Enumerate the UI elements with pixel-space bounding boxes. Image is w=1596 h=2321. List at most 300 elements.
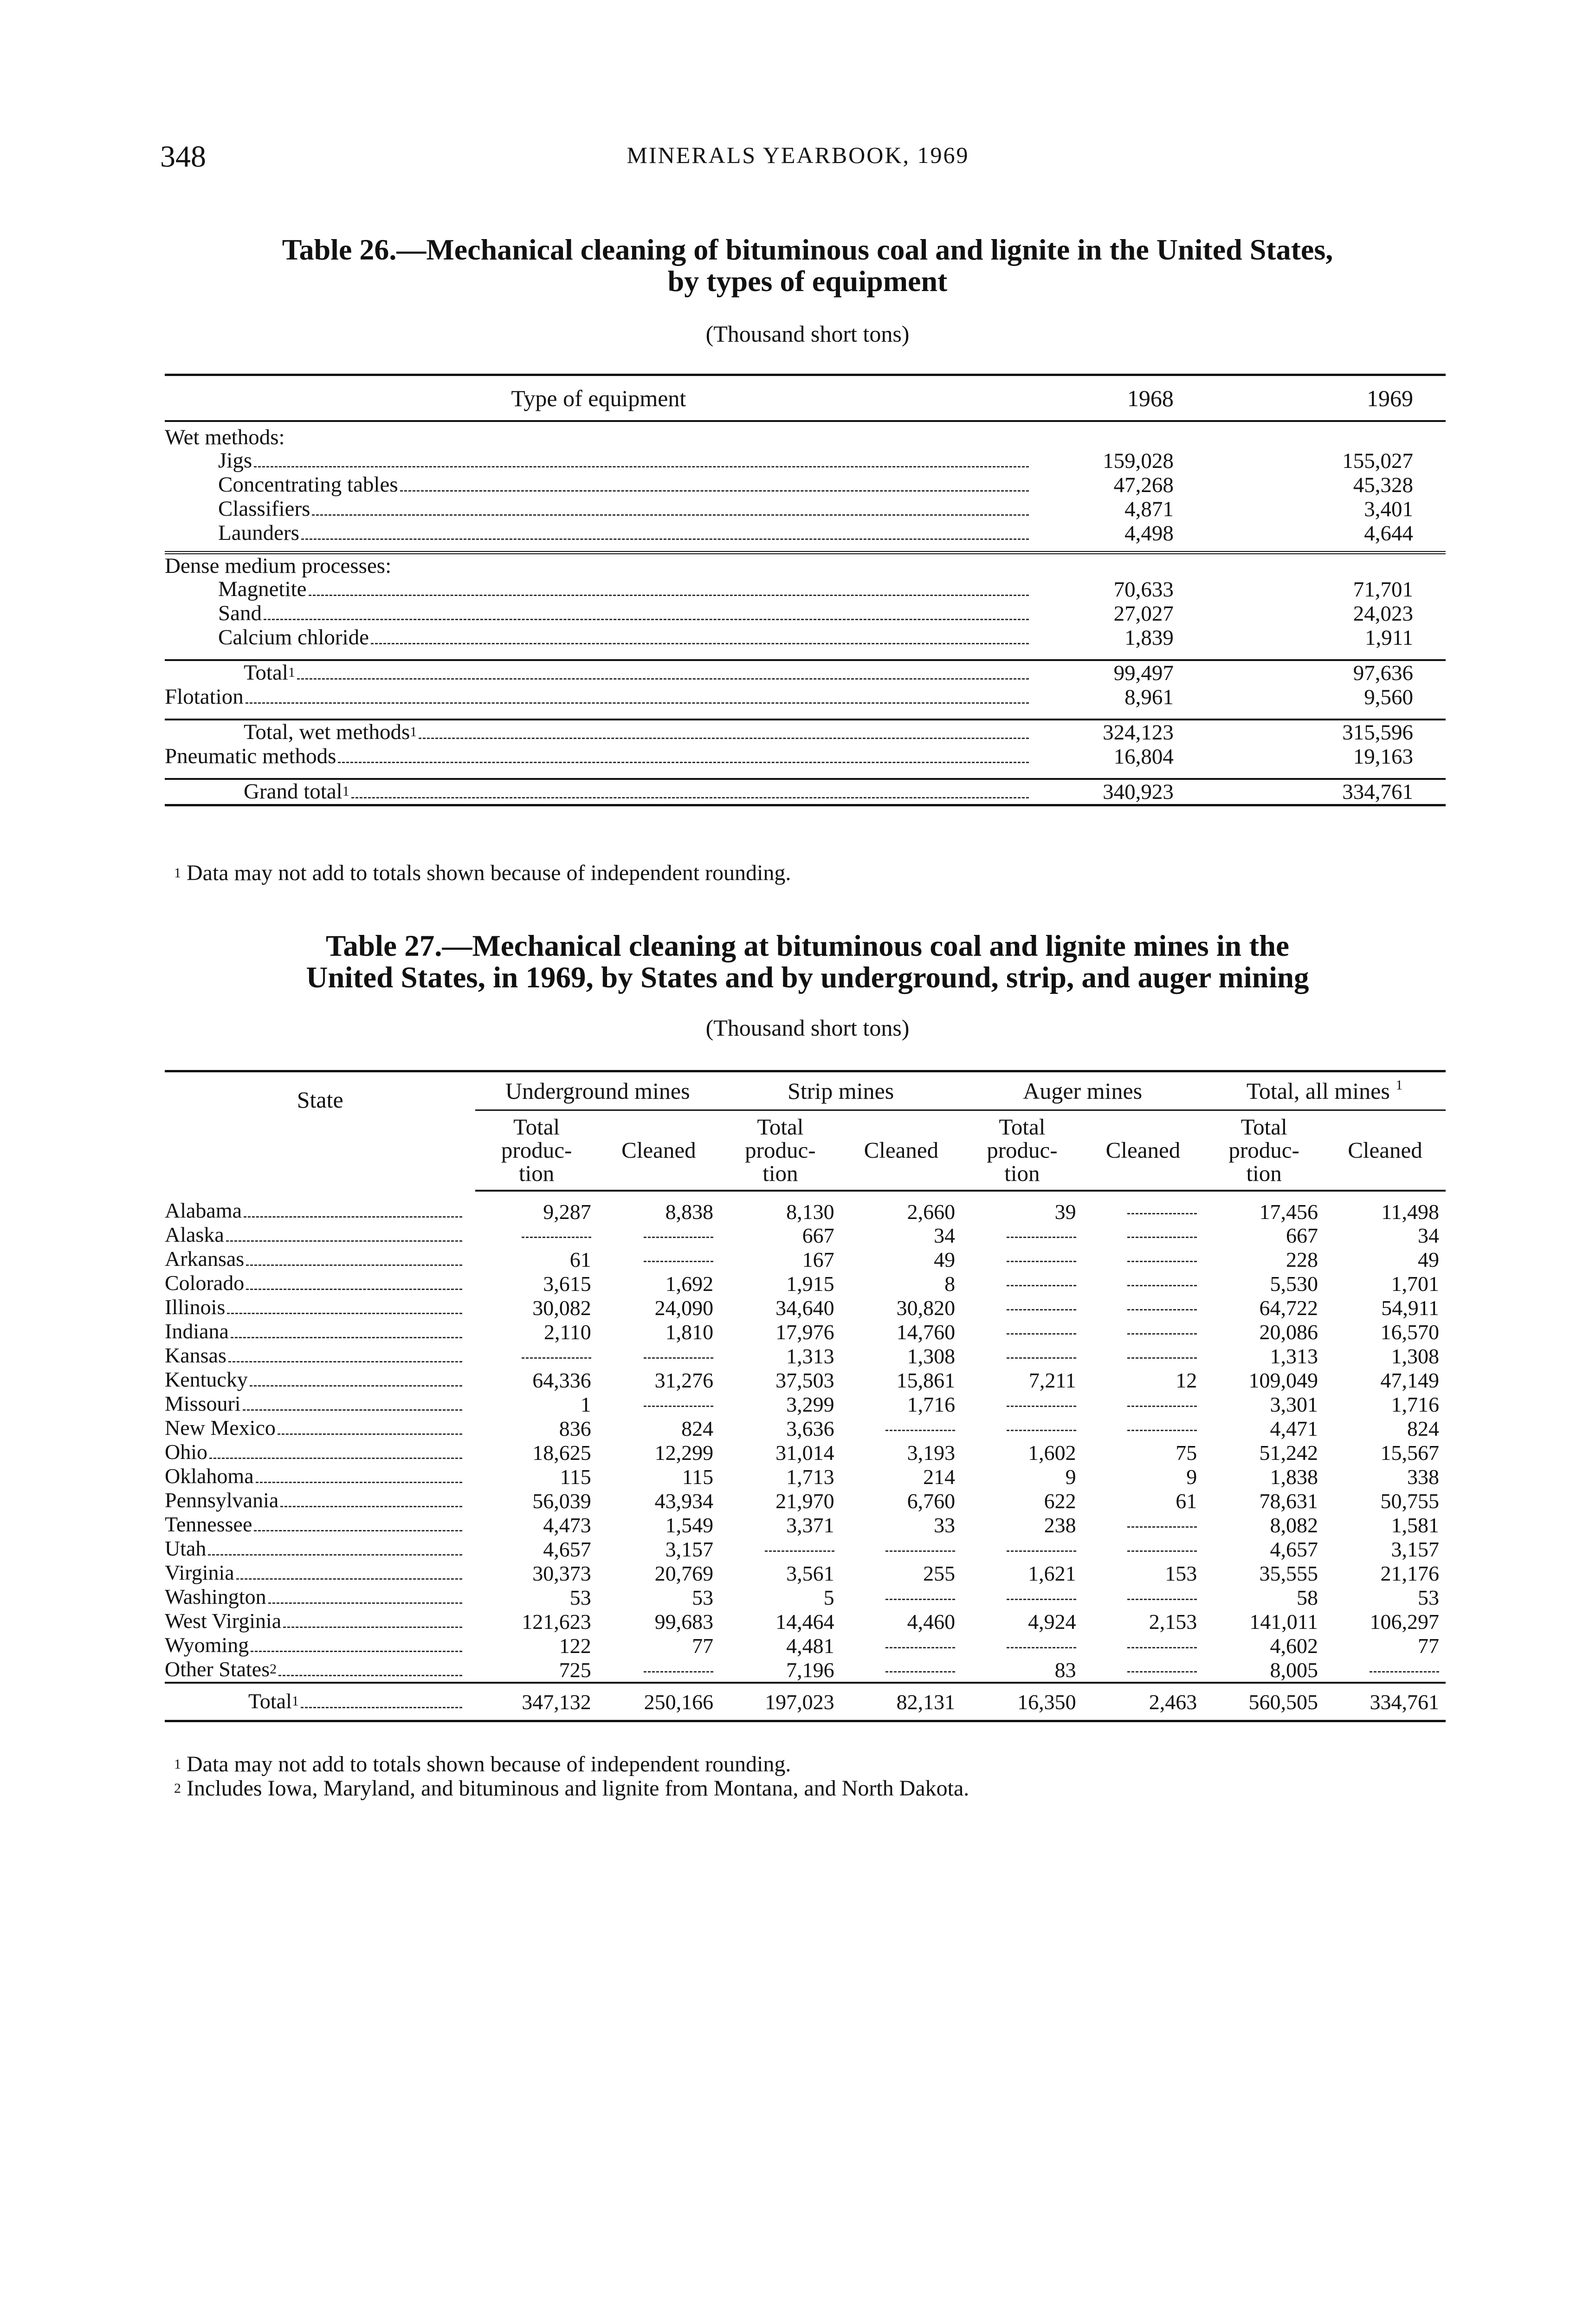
value-cell: 1,701 bbox=[1391, 1271, 1439, 1296]
value-cell: 18,625 bbox=[532, 1440, 591, 1465]
total-text: Total bbox=[248, 1689, 292, 1713]
table-row bbox=[165, 1392, 1446, 1416]
state-name bbox=[165, 1271, 475, 1296]
state-leader bbox=[165, 1392, 466, 1416]
state-leader bbox=[165, 1585, 466, 1609]
value-cell: 824 bbox=[681, 1416, 714, 1440]
row-label bbox=[165, 473, 1033, 497]
leader-dots bbox=[227, 1313, 462, 1314]
sub-header-total-production bbox=[475, 1110, 597, 1191]
table26-title-line2: by types of equipment bbox=[667, 265, 948, 298]
value-cell: 17,456 bbox=[1259, 1199, 1318, 1224]
value-cell: 2,660 bbox=[907, 1199, 956, 1224]
value-cell bbox=[598, 1392, 720, 1416]
state-label bbox=[165, 1392, 241, 1415]
value-cell: 1,581 bbox=[1391, 1513, 1439, 1537]
row-label bbox=[165, 602, 1033, 626]
spacer-cell bbox=[1033, 709, 1174, 720]
spacer-cell bbox=[1174, 709, 1446, 720]
row-label-leader bbox=[165, 745, 1033, 769]
value-cell: 8,838 bbox=[665, 1199, 714, 1224]
spacer-cell bbox=[165, 769, 1033, 779]
row-label-text bbox=[244, 780, 349, 803]
state-text: Missouri bbox=[165, 1392, 241, 1415]
empty-dashes bbox=[1127, 1261, 1197, 1262]
value-cell: 1,602 bbox=[1028, 1440, 1076, 1465]
state-leader bbox=[165, 1513, 466, 1537]
total-leader bbox=[165, 1690, 466, 1714]
row-label-leader bbox=[165, 626, 1033, 650]
state-text: Pennsylvania bbox=[165, 1488, 279, 1512]
leader-dots bbox=[244, 1216, 462, 1218]
value-cell: 3,157 bbox=[665, 1537, 714, 1561]
state-text: Kentucky bbox=[165, 1368, 248, 1391]
value-1969: 315,596 bbox=[1342, 720, 1413, 745]
table-row bbox=[165, 1561, 1446, 1585]
empty-dashes bbox=[1007, 1599, 1076, 1600]
sub-header-line: produc- bbox=[501, 1137, 572, 1163]
value-cell: 667 bbox=[802, 1223, 834, 1247]
value-1969: 3,401 bbox=[1364, 497, 1413, 521]
empty-dashes bbox=[522, 1357, 591, 1359]
footnote-text: Data may not add to totals shown because of independent rounding. bbox=[187, 861, 791, 885]
value-cell bbox=[962, 1247, 1083, 1271]
label-text: Grand total bbox=[244, 779, 342, 804]
table26-row bbox=[165, 449, 1446, 473]
value-cell bbox=[1083, 1320, 1204, 1344]
value-cell bbox=[1083, 1585, 1204, 1609]
state-name bbox=[165, 1296, 475, 1320]
row-label-leader bbox=[165, 521, 1033, 545]
state-name bbox=[165, 1658, 475, 1683]
empty-dashes bbox=[1007, 1357, 1076, 1359]
section-heading: Wet methods: bbox=[165, 425, 285, 449]
state-name bbox=[165, 1585, 475, 1609]
state-leader bbox=[165, 1416, 466, 1440]
table-row bbox=[165, 1537, 1446, 1561]
label-text: Total, wet methods bbox=[244, 720, 410, 744]
table26-spacer bbox=[165, 769, 1446, 779]
state-leader bbox=[165, 1247, 466, 1271]
value-cell: 14,464 bbox=[775, 1609, 834, 1634]
label-text: Classifiers bbox=[218, 497, 310, 521]
value-1968: 8,961 bbox=[1124, 685, 1174, 709]
value-cell bbox=[962, 1392, 1083, 1416]
row-label-leader bbox=[165, 720, 1033, 745]
state-leader bbox=[165, 1609, 466, 1634]
value-cell: 11,498 bbox=[1381, 1199, 1439, 1224]
empty-dashes bbox=[885, 1599, 955, 1600]
value-cell bbox=[962, 1537, 1083, 1561]
row-label bbox=[165, 660, 1033, 685]
state-label bbox=[165, 1344, 226, 1367]
value-cell bbox=[841, 1416, 962, 1440]
empty-dashes bbox=[1007, 1406, 1076, 1407]
value-1969: 19,163 bbox=[1353, 745, 1413, 769]
total-value: 16,350 bbox=[962, 1683, 1083, 1721]
value-cell: 1,692 bbox=[665, 1271, 714, 1296]
sub-header-line: tion bbox=[518, 1160, 555, 1186]
table26-row bbox=[165, 521, 1446, 545]
empty-dashes bbox=[644, 1406, 713, 1407]
total-value: 334,761 bbox=[1325, 1683, 1446, 1721]
leader-dots bbox=[371, 643, 1029, 644]
total-value: 250,166 bbox=[598, 1683, 720, 1721]
value-cell: 1,713 bbox=[786, 1465, 834, 1489]
empty-dashes bbox=[1127, 1309, 1197, 1310]
value-cell: 3,301 bbox=[1270, 1392, 1318, 1416]
state-leader bbox=[165, 1634, 466, 1658]
state-name bbox=[165, 1440, 475, 1465]
value-cell bbox=[962, 1344, 1083, 1368]
total-value: 197,023 bbox=[720, 1683, 841, 1721]
table-row bbox=[165, 1191, 1446, 1223]
table26-spacer bbox=[165, 709, 1446, 720]
state-label bbox=[165, 1465, 254, 1487]
value-1969: 45,328 bbox=[1353, 473, 1413, 497]
value-cell: 4,471 bbox=[1270, 1416, 1318, 1440]
value-cell: 9,287 bbox=[543, 1199, 591, 1224]
value-cell: 109,049 bbox=[1248, 1368, 1318, 1392]
spacer-cell bbox=[1033, 650, 1174, 660]
value-cell: 75 bbox=[1176, 1440, 1197, 1465]
value-1968: 47,268 bbox=[1113, 473, 1174, 497]
row-label-text bbox=[218, 577, 307, 601]
value-cell bbox=[475, 1344, 597, 1368]
leader-dots bbox=[309, 595, 1029, 596]
footnote-mark: 1 bbox=[174, 865, 181, 881]
value-cell: 338 bbox=[1407, 1465, 1439, 1489]
row-label-text bbox=[244, 661, 295, 684]
state-label bbox=[165, 1634, 249, 1656]
value-cell: 30,082 bbox=[532, 1296, 591, 1320]
value-cell: 121,623 bbox=[522, 1609, 591, 1634]
spacer-cell bbox=[1174, 545, 1446, 553]
value-cell: 99,683 bbox=[654, 1609, 714, 1634]
value-1968: 70,633 bbox=[1113, 577, 1174, 602]
empty-dashes bbox=[1127, 1213, 1197, 1214]
state-text: Oklahoma bbox=[165, 1464, 254, 1488]
row-label-leader bbox=[165, 497, 1033, 521]
table26 bbox=[165, 374, 1446, 806]
table-row bbox=[165, 1296, 1446, 1320]
value-cell bbox=[1083, 1634, 1204, 1658]
value-cell: 1,313 bbox=[1270, 1344, 1318, 1368]
empty-dashes bbox=[1127, 1406, 1197, 1407]
value-cell: 49 bbox=[934, 1247, 956, 1271]
leader-dots bbox=[264, 619, 1029, 620]
value-cell: 4,657 bbox=[1270, 1537, 1318, 1561]
value-cell bbox=[962, 1271, 1083, 1296]
state-text: Virginia bbox=[165, 1561, 234, 1584]
value-cell: 16,570 bbox=[1380, 1320, 1439, 1344]
state-leader bbox=[165, 1561, 466, 1585]
state-leader bbox=[165, 1368, 466, 1392]
value-cell bbox=[475, 1223, 597, 1247]
label-text: Concentrating tables bbox=[218, 473, 398, 497]
value-1968: 1,839 bbox=[1124, 626, 1174, 650]
state-text: Other States bbox=[165, 1657, 270, 1681]
leader-dots bbox=[283, 1627, 462, 1628]
state-leader bbox=[165, 1465, 466, 1489]
label-text: Sand bbox=[218, 601, 262, 625]
table-row bbox=[165, 1223, 1446, 1247]
empty-dashes bbox=[1007, 1237, 1076, 1238]
state-leader bbox=[165, 1223, 466, 1247]
value-cell bbox=[841, 1658, 962, 1683]
table26-section-row bbox=[165, 426, 1446, 449]
table26-spacer bbox=[165, 545, 1446, 553]
total-value: 560,505 bbox=[1203, 1683, 1325, 1721]
empty-dashes bbox=[885, 1550, 955, 1552]
leader-dots bbox=[351, 797, 1029, 798]
value-cell: 1,549 bbox=[665, 1513, 714, 1537]
value-cell bbox=[1083, 1513, 1204, 1537]
sub-header-line: tion bbox=[762, 1160, 798, 1186]
sub-header-line: Total bbox=[757, 1114, 804, 1140]
empty-dashes bbox=[1127, 1430, 1197, 1431]
state-text: Tennessee bbox=[165, 1512, 252, 1536]
value-cell: 3,371 bbox=[786, 1513, 834, 1537]
leader-dots bbox=[251, 1651, 462, 1652]
label-text: Total bbox=[244, 661, 288, 685]
value-cell bbox=[841, 1537, 962, 1561]
spacer-cell bbox=[1174, 421, 1446, 426]
row-label-text bbox=[218, 521, 299, 545]
value-cell: 1,313 bbox=[786, 1344, 834, 1368]
row-label-leader bbox=[165, 577, 1033, 602]
state-leader bbox=[165, 1271, 466, 1296]
spacer-cell bbox=[1174, 650, 1446, 660]
value-cell: 61 bbox=[569, 1247, 591, 1271]
value-cell: 1,621 bbox=[1028, 1561, 1076, 1585]
leader-dots bbox=[209, 1458, 462, 1459]
value-cell: 15,861 bbox=[896, 1368, 956, 1392]
table-row bbox=[165, 1344, 1446, 1368]
value-cell: 53 bbox=[692, 1585, 714, 1609]
leader-dots bbox=[278, 1433, 463, 1435]
value-cell: 725 bbox=[559, 1658, 591, 1682]
row-label-text bbox=[244, 720, 417, 744]
sub-header-total-production bbox=[720, 1110, 841, 1191]
empty-dashes bbox=[1007, 1333, 1076, 1335]
value-1969: 97,636 bbox=[1353, 661, 1413, 685]
leader-dots bbox=[231, 1337, 462, 1338]
value-cell: 14,760 bbox=[896, 1320, 956, 1344]
table-row bbox=[165, 1320, 1446, 1344]
value-cell: 115 bbox=[682, 1465, 714, 1489]
row-label bbox=[165, 720, 1033, 745]
state-name bbox=[165, 1247, 475, 1271]
value-cell: 106,297 bbox=[1370, 1609, 1439, 1634]
sub-header-cleaned: Cleaned bbox=[598, 1110, 720, 1191]
total-value: 82,131 bbox=[841, 1683, 962, 1721]
leader-dots bbox=[301, 1707, 463, 1708]
table26-unit: (Thousand short tons) bbox=[705, 321, 910, 347]
value-cell: 2,153 bbox=[1149, 1609, 1197, 1634]
row-label-leader bbox=[165, 780, 1033, 804]
value-cell: 2,110 bbox=[543, 1320, 591, 1344]
value-cell: 34 bbox=[1418, 1223, 1439, 1247]
sub-header-line: Total bbox=[999, 1114, 1046, 1140]
row-label bbox=[165, 779, 1033, 805]
value-cell: 3,561 bbox=[786, 1561, 834, 1585]
value-1968: 27,027 bbox=[1113, 602, 1174, 626]
value-cell bbox=[1083, 1223, 1204, 1247]
value-cell: 49 bbox=[1418, 1247, 1439, 1271]
value-cell: 31,276 bbox=[654, 1368, 714, 1392]
state-label bbox=[165, 1296, 225, 1318]
value-cell: 35,555 bbox=[1259, 1561, 1318, 1585]
value-cell: 7,196 bbox=[786, 1658, 834, 1682]
leader-dots bbox=[297, 678, 1029, 680]
state-text: Alabama bbox=[165, 1199, 242, 1222]
row-label-leader bbox=[165, 473, 1033, 497]
table26-row bbox=[165, 660, 1446, 685]
value-cell: 5 bbox=[823, 1585, 834, 1609]
value-cell bbox=[962, 1416, 1083, 1440]
value-cell: 34,640 bbox=[775, 1296, 834, 1320]
sub-header-line: tion bbox=[1004, 1160, 1040, 1186]
empty-dashes bbox=[1127, 1237, 1197, 1238]
leader-dots bbox=[250, 1385, 463, 1387]
value-cell bbox=[598, 1658, 720, 1683]
value-cell: 3,636 bbox=[786, 1416, 834, 1440]
label-text: Magnetite bbox=[218, 577, 307, 601]
table27-footnote-1 bbox=[174, 1752, 791, 1776]
value-1968: 340,923 bbox=[1033, 779, 1174, 805]
value-cell: 4,481 bbox=[786, 1634, 834, 1658]
state-text: Washington bbox=[165, 1585, 266, 1608]
leader-dots bbox=[246, 702, 1029, 704]
state-text: Arkansas bbox=[165, 1247, 245, 1271]
state-name bbox=[165, 1223, 475, 1247]
table26-row bbox=[165, 745, 1446, 769]
value-cell bbox=[1083, 1271, 1204, 1296]
label-text: Calcium chloride bbox=[218, 625, 369, 649]
value-cell: 61 bbox=[1176, 1489, 1197, 1513]
state-text: Wyoming bbox=[165, 1633, 249, 1657]
running-title: MINERALS YEARBOOK, 1969 bbox=[627, 142, 969, 168]
row-label bbox=[165, 497, 1033, 521]
value-cell: 12,299 bbox=[654, 1440, 714, 1465]
value-cell bbox=[1083, 1191, 1204, 1223]
sub-header-total-production bbox=[1203, 1110, 1325, 1191]
value-cell bbox=[962, 1296, 1083, 1320]
table26-row bbox=[165, 626, 1446, 650]
table27-title-line2: United States, in 1969, by States and by underground, strip, and auger mining bbox=[306, 961, 1309, 994]
total-label-text bbox=[165, 1690, 299, 1712]
leader-dots bbox=[254, 1530, 462, 1531]
value-cell: 228 bbox=[1286, 1247, 1318, 1271]
value-cell: 3,157 bbox=[1391, 1537, 1439, 1561]
value-cell: 83 bbox=[1054, 1658, 1076, 1682]
total-label bbox=[165, 1683, 475, 1721]
value-cell: 667 bbox=[1286, 1223, 1318, 1247]
row-label-leader bbox=[165, 602, 1033, 626]
value-1968: 324,123 bbox=[1103, 720, 1174, 745]
leader-dots bbox=[280, 1506, 462, 1507]
group-header: Auger mines bbox=[962, 1071, 1203, 1110]
value-cell: 167 bbox=[802, 1247, 834, 1271]
value-cell bbox=[1325, 1658, 1446, 1683]
value-cell: 8 bbox=[944, 1271, 956, 1296]
table27-group-header-row bbox=[165, 1071, 1446, 1110]
state-text: Colorado bbox=[165, 1271, 245, 1295]
value-cell: 77 bbox=[692, 1634, 714, 1658]
group-header bbox=[1203, 1071, 1446, 1110]
value-cell: 3,615 bbox=[543, 1271, 591, 1296]
value-cell: 15,567 bbox=[1380, 1440, 1439, 1465]
state-name bbox=[165, 1634, 475, 1658]
footnote-mark: 1 bbox=[174, 1757, 181, 1772]
value-cell: 5,530 bbox=[1270, 1271, 1318, 1296]
value-cell bbox=[598, 1247, 720, 1271]
column-header: 1968 bbox=[1033, 375, 1174, 421]
value-cell bbox=[1083, 1296, 1204, 1320]
row-label-text bbox=[218, 449, 252, 472]
leader-dots bbox=[226, 1240, 463, 1242]
spacer-cell bbox=[1033, 421, 1174, 426]
value-cell: 24,090 bbox=[654, 1296, 714, 1320]
value-cell: 4,924 bbox=[1028, 1609, 1076, 1634]
table-row bbox=[165, 1440, 1446, 1465]
state-leader bbox=[165, 1537, 466, 1561]
spacer-cell bbox=[1033, 545, 1174, 553]
leader-dots bbox=[228, 1361, 463, 1362]
empty-dashes bbox=[1127, 1357, 1197, 1359]
state-name bbox=[165, 1465, 475, 1489]
empty-dashes bbox=[1127, 1671, 1197, 1673]
value-cell: 56,039 bbox=[532, 1489, 591, 1513]
group-header: Strip mines bbox=[720, 1071, 962, 1110]
value-cell: 8,005 bbox=[1270, 1658, 1318, 1682]
empty-dashes bbox=[644, 1357, 713, 1359]
value-cell bbox=[962, 1634, 1083, 1658]
empty-dashes bbox=[1007, 1430, 1076, 1431]
leader-dots bbox=[400, 490, 1029, 492]
value-cell: 17,976 bbox=[775, 1320, 834, 1344]
value-1968: 99,497 bbox=[1113, 661, 1174, 685]
value-cell: 1,308 bbox=[907, 1344, 956, 1368]
spacer-cell bbox=[165, 421, 1033, 426]
value-1969: 4,644 bbox=[1364, 521, 1413, 545]
table-row bbox=[165, 1271, 1446, 1296]
spacer-cell bbox=[165, 650, 1033, 660]
empty-dashes bbox=[644, 1671, 713, 1673]
value-cell: 1,716 bbox=[1391, 1392, 1439, 1416]
row-label-text bbox=[165, 745, 336, 768]
state-label bbox=[165, 1609, 281, 1632]
group-header-label: Total, all mines bbox=[1246, 1078, 1390, 1104]
state-label bbox=[165, 1658, 277, 1680]
label-text: Jigs bbox=[218, 448, 252, 473]
value-cell: 214 bbox=[923, 1465, 956, 1489]
leader-dots bbox=[254, 466, 1029, 467]
total-value: 347,132 bbox=[475, 1683, 597, 1721]
value-cell: 30,820 bbox=[896, 1296, 956, 1320]
empty-dashes bbox=[1127, 1333, 1197, 1335]
row-label-leader bbox=[165, 661, 1033, 685]
value-cell: 9 bbox=[1065, 1465, 1076, 1489]
state-text: Alaska bbox=[165, 1223, 224, 1246]
table-row bbox=[165, 1247, 1446, 1271]
sub-header-line: produc- bbox=[745, 1137, 816, 1163]
state-label bbox=[165, 1223, 224, 1246]
value-cell bbox=[1083, 1247, 1204, 1271]
value-cell: 8,130 bbox=[786, 1199, 834, 1224]
spacer-cell bbox=[165, 545, 1033, 553]
